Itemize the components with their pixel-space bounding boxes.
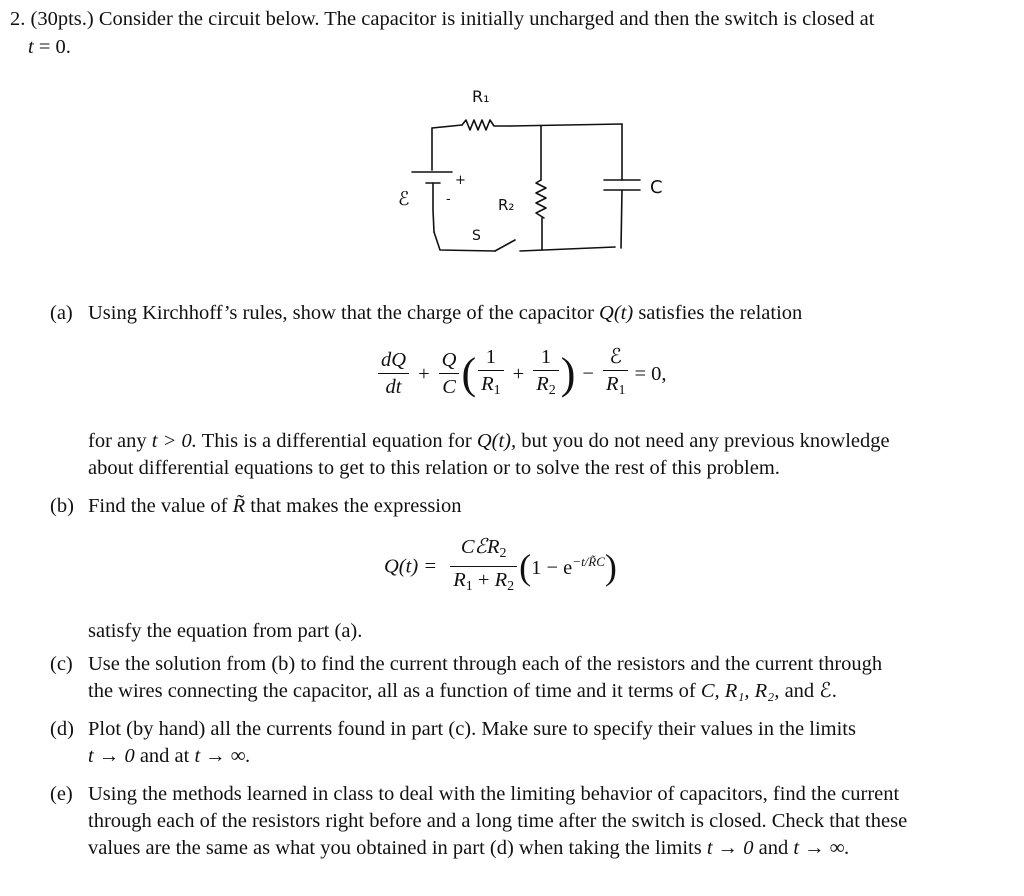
part-c-and: and [784,680,815,702]
part-b-line1 [88,493,462,520]
wire-bottom-left [434,232,495,251]
part-e-line3a: values are the same as what you obtained in part (d) when taking the limits [88,837,702,859]
part-c-line2a: the wires connecting the capacitor, all as a function of time and it terms of [88,680,696,702]
eq-dt: dt [385,376,402,398]
intro-t: t [28,36,34,58]
resistor-r1 [462,120,510,130]
part-c-line1: Use the solution from (b) to find the current through each of the resistors and the current through [88,653,883,675]
part-e-line1: Using the methods learned in class to deal with the limiting behavior of capacitors, find the current [88,783,900,805]
part-c-line2 [88,678,837,705]
switch-lever [495,240,515,251]
label-c: C [650,177,663,198]
eq-b-paren-content [531,554,605,579]
part-d-line2 [88,743,251,770]
eq-end: = 0, [634,362,667,385]
part-e-and: and [758,837,789,859]
part-b-label: (b) [50,495,74,517]
eq-b-exp: −t/R̃C [572,554,605,570]
part-b-text1a: Find the value of [88,495,228,517]
equation-a: $\frac{dQ}{dt}$ + $\frac{Q}{C}$ ( $\frac{1}{R_1}$ + $\frac{1}{R_2}$ ) − $\frac{\text{ℰ}}{R_1}$ = 0, [376,346,674,402]
part-d-and: and at [139,745,190,767]
part-a-text2a: for any [88,430,147,452]
eq-b-num: CℰR [460,536,500,558]
problem-number: 2. [10,8,26,30]
label-emf: ℰ [398,188,410,210]
part-a-text2b: This is a differential equation for [201,430,472,452]
eq-q: Q [439,349,460,374]
eq-one-b: 1 [533,346,559,371]
part-e-line2: through each of the resistors right before and a long time after the switch is closed. Check that these [88,810,908,832]
eq-b-den-plus: + [477,569,490,591]
part-e-line3 [88,835,850,862]
part-a-text1-end: satisfies the relation [638,302,803,324]
wire-top-right [510,124,622,126]
label-r2: R₂ [498,196,515,214]
part-a-cond: t > 0. [151,430,197,452]
eq-r1-b: R [605,373,619,395]
frac-1-r1: $\frac{1}{R_1}$ [478,346,504,402]
wire-left-lower [433,183,434,232]
eq-r1: R [481,373,494,395]
part-b-rtilde: R̃ [232,495,246,517]
part-e-label: (e) [50,783,73,805]
eq-b-lhs-text: Q(t) = [384,555,438,578]
label-plus: + [455,173,466,188]
frac-q-c [439,349,460,399]
eq-emf: ℰ [603,346,629,371]
label-r1: R₁ [472,87,490,106]
part-d-tinf: t → ∞. [194,745,251,767]
eq-one-a: 1 [478,346,504,371]
part-a-qt: Q(t) [599,302,634,324]
circuit-diagram [360,80,700,270]
part-e-tinf: t → ∞. [793,837,850,859]
part-a-line2 [88,428,890,455]
eq-b-one-minus: 1 − e [531,556,573,579]
eq-b-den-a: R [453,569,466,591]
problem-header [10,6,874,33]
part-e-t0: t → 0 [706,837,754,859]
problem-intro-line2 [28,34,71,61]
eq-b-lhs [384,556,437,578]
part-a-label: (a) [50,302,73,324]
part-a-text2c: but you do not need any previous knowledge [521,430,890,452]
eq-r2: R [536,373,549,395]
wire-top-left [432,125,462,128]
frac-1-r2: $\frac{1}{R_2}$ [533,346,559,402]
part-c-vars: C, R₁, R₂, [700,680,780,702]
problem-intro: Consider the circuit below. The capacitor is initially uncharged and then the switch is closed at [98,8,875,30]
problem-points: (30pts.) [30,8,94,30]
frac-emf-r1: $\frac{\text{ℰ}}{R_1}$ [603,346,629,402]
frac-dq-dt [378,349,409,399]
wire-bottom-right [520,247,615,251]
part-a-line1 [88,300,802,327]
resistor-r2 [536,180,546,218]
intro-eq: = 0. [38,36,71,58]
label-s: S [472,228,481,244]
eq-c: C [442,376,456,398]
part-b-line2: satisfy the equation from part (a). [88,620,363,642]
label-minus: - [446,192,451,207]
part-a-q: Q(t), [476,430,517,452]
equation-b: Q(t) = $\frac{CℰR_2}{R_1 + R_2}$ $(1 - e^{-t/R̃C})$ [384,536,617,598]
wire-right-lower [621,190,622,248]
eq-dq: dQ [378,349,409,374]
part-d-line1: Plot (by hand) all the currents found in part (c). Make sure to specify their values in the limits [88,718,856,740]
part-d-t0: t → 0 [88,745,135,767]
part-c-emf: ℰ. [819,680,837,702]
part-d-label: (d) [50,718,74,740]
part-c-label: (c) [50,653,73,675]
eq-b-den-b: R [494,569,508,591]
frac-b: $\frac{CℰR_2}{R_1 + R_2}$ [450,536,517,598]
part-b-text1b: that makes the expression [250,495,462,517]
part-a-text1: Using Kirchhoff’s rules, show that the charge of the capacitor [88,302,594,324]
part-a-line3: about differential equations to get to this relation or to solve the rest of this problem. [88,457,780,479]
